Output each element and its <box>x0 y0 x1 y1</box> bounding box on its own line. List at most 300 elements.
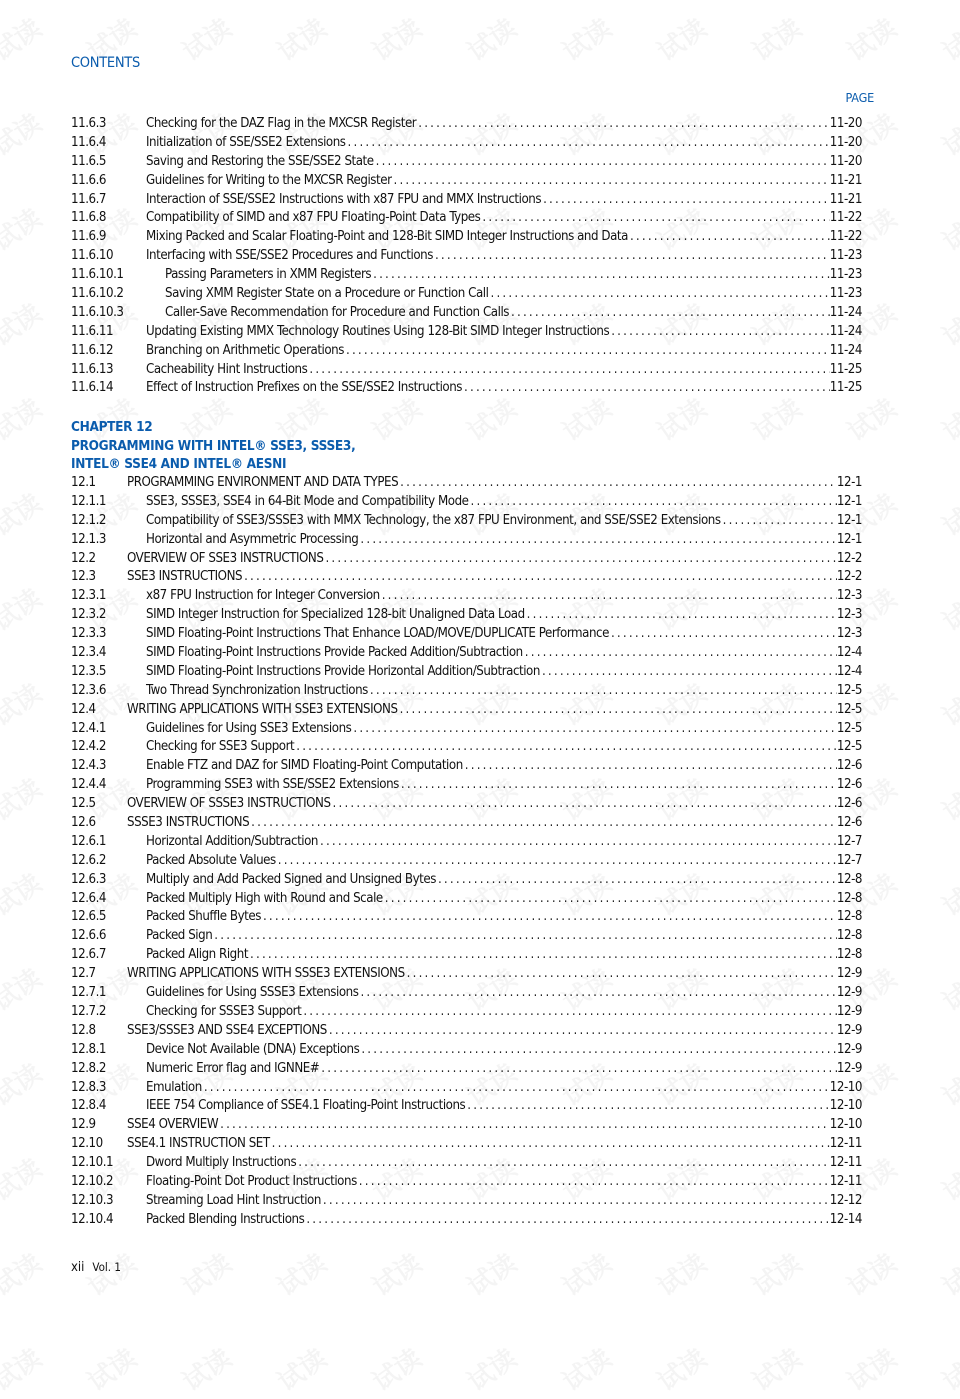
toc-entry[interactable] <box>71 1060 862 1079</box>
dot-leader <box>319 1060 837 1079</box>
toc-entry[interactable] <box>71 361 862 380</box>
toc-entry-number: 11.6.10.2 <box>71 286 124 302</box>
toc-entry-title[interactable]: Numeric Error flag and IGNNE# <box>146 1060 320 1076</box>
toc-entry[interactable] <box>71 682 862 701</box>
watermark-text <box>364 1338 428 1398</box>
watermark-text <box>0 293 48 353</box>
toc-entry[interactable] <box>71 1135 862 1154</box>
watermark-text <box>364 8 428 68</box>
toc-entry-page[interactable]: 12-8 <box>836 947 862 963</box>
watermark-text <box>934 388 960 448</box>
toc-entry-number: 12.3.5 <box>71 663 107 679</box>
toc-entry[interactable] <box>71 531 862 550</box>
toc-entry[interactable] <box>71 871 862 890</box>
dot-leader <box>540 663 837 682</box>
watermark-text <box>934 293 960 353</box>
toc-entry-number: 12.1.2 <box>71 512 107 528</box>
dot-leader <box>359 1041 837 1060</box>
toc-entry-title[interactable]: Packed Align Right <box>146 947 249 963</box>
toc-entry-title[interactable]: Interaction of SSE/SSE2 Instructions with x87 FPU and MMX Instructions <box>146 191 542 207</box>
toc-entry-title[interactable]: OVERVIEW OF SSE3 INSTRUCTIONS <box>127 550 324 566</box>
toc-entry[interactable] <box>71 228 862 247</box>
dot-leader <box>509 304 830 323</box>
watermark-text <box>744 8 808 68</box>
toc-entry-page[interactable]: 11-20 <box>829 116 862 131</box>
toc-entry-number: 12.10.3 <box>71 1192 114 1208</box>
watermark-text <box>934 768 960 828</box>
toc-entry-page[interactable]: 11-21 <box>829 191 862 207</box>
toc-entry[interactable] <box>71 172 862 191</box>
toc-entry-number: 12.4.1 <box>71 720 107 736</box>
toc-entry-title[interactable]: Checking for SSSE3 Support <box>146 1003 302 1019</box>
toc-entry-title[interactable]: IEEE 754 Compliance of SSE4.1 Floating-Point Instructions <box>146 1098 466 1114</box>
watermark-text <box>839 1338 903 1398</box>
toc-entry[interactable] <box>71 663 862 682</box>
dot-leader <box>218 1116 830 1135</box>
toc-entry-number: 12.10.4 <box>71 1211 114 1227</box>
toc-entry[interactable] <box>71 1022 862 1041</box>
watermark-text <box>934 483 960 543</box>
toc-entry-title[interactable]: Packed Shuffle Bytes <box>146 909 261 925</box>
toc-entry-title[interactable]: Programming SSE3 with SSE/SSE2 Extensions <box>146 777 399 793</box>
toc-entry-title[interactable]: OVERVIEW OF SSSE3 INSTRUCTIONS <box>127 796 331 812</box>
toc-entry-page[interactable]: 11-23 <box>829 267 862 283</box>
toc-entry-title[interactable]: Horizontal and Asymmetric Processing <box>146 531 359 547</box>
toc-entry[interactable] <box>71 191 862 210</box>
toc-entry-page[interactable]: 12-10 <box>829 1079 862 1095</box>
toc-entry-number: 11.6.14 <box>71 380 114 396</box>
toc-entry-title[interactable]: SSE3, SSSE3, SSE4 in 64-Bit Mode and Compatibility Mode <box>146 493 469 509</box>
watermark-text <box>934 103 960 163</box>
toc-entry-number: 11.6.7 <box>71 191 107 207</box>
toc-entry-title[interactable]: Compatibility of SIMD and x87 FPU Floating-Point Data Types <box>146 210 481 226</box>
toc-entry-number: 11.6.11 <box>71 323 114 339</box>
toc-entry-title[interactable]: WRITING APPLICATIONS WITH SSSE3 EXTENSIONS <box>127 966 405 982</box>
toc-entry-page[interactable]: 12-5 <box>836 701 862 717</box>
toc-entry-number: 12.8.4 <box>71 1098 107 1114</box>
watermark-text <box>0 768 48 828</box>
toc-entry-page[interactable]: 12-5 <box>836 682 862 698</box>
toc-section-chapter-11 <box>71 115 862 398</box>
toc-entry[interactable] <box>71 776 862 795</box>
toc-entry[interactable] <box>71 757 862 776</box>
dot-leader <box>358 531 836 550</box>
toc-entry-number: 12.6.1 <box>71 833 107 849</box>
toc-entry-title[interactable]: Dword Multiply Instructions <box>146 1155 297 1171</box>
toc-entry[interactable] <box>71 814 862 833</box>
watermark-text <box>0 1148 48 1208</box>
watermark-text <box>0 388 48 448</box>
toc-entry[interactable] <box>71 795 862 814</box>
toc-entry-page[interactable]: 12-14 <box>829 1211 862 1227</box>
toc-entry-title[interactable]: x87 FPU Instruction for Integer Conversion <box>146 588 380 604</box>
watermark-text <box>649 1338 713 1398</box>
dot-leader <box>261 908 837 927</box>
toc-entry[interactable] <box>71 247 862 266</box>
toc-entry[interactable] <box>71 568 862 587</box>
watermark-text <box>0 578 48 638</box>
toc-entry-title[interactable]: Guidelines for Writing to the MXCSR Register <box>146 172 392 188</box>
toc-entry[interactable] <box>71 852 862 871</box>
toc-entry-number: 12.8.2 <box>71 1060 107 1076</box>
watermark-text <box>0 1053 48 1113</box>
toc-entry-title[interactable]: Updating Existing MMX Technology Routines Using 128-Bit SIMD Integer Instructions <box>146 323 610 339</box>
watermark-text <box>0 1243 48 1303</box>
toc-entry-title[interactable]: Cacheability Hint Instructions <box>146 361 308 377</box>
page-title: CONTENTS <box>71 55 140 71</box>
footer-page-number: xii <box>71 1260 85 1275</box>
toc-entry[interactable] <box>71 644 862 663</box>
toc-entry[interactable] <box>71 474 862 493</box>
dot-leader <box>374 153 830 172</box>
toc-entry-page[interactable]: 11-21 <box>829 172 862 188</box>
watermark-text <box>934 198 960 258</box>
watermark-text <box>839 1243 903 1303</box>
toc-entry-number: 12.7.2 <box>71 1003 107 1019</box>
toc-entry-page[interactable]: 12-3 <box>836 588 862 604</box>
toc-entry-title[interactable]: Multiply and Add Packed Signed and Unsigned Bytes <box>146 871 436 887</box>
toc-entry-page[interactable]: 12-11 <box>829 1136 862 1152</box>
toc-entry-title[interactable]: PROGRAMMING ENVIRONMENT AND DATA TYPES <box>127 475 399 490</box>
dot-leader <box>480 209 829 228</box>
toc-entry[interactable] <box>71 908 862 927</box>
toc-entry-title[interactable]: Compatibility of SSE3/SSSE3 with MMX Technology, the x87 FPU Environment, and SSE/SSE2 Extensions <box>146 512 721 528</box>
toc-entry-title[interactable]: SIMD Floating-Point Instructions Provide Packed Addition/Subtraction <box>146 645 523 661</box>
toc-entry-number: 12.10.2 <box>71 1173 114 1189</box>
dot-leader <box>383 890 837 909</box>
toc-entry-title[interactable]: Floating-Point Dot Product Instructions <box>146 1173 357 1189</box>
chapter-title-line-2[interactable]: INTEL® SSE4 AND INTEL® AESNI <box>71 456 287 472</box>
dot-leader <box>212 927 837 946</box>
watermark-text <box>0 958 48 1018</box>
toc-entry[interactable] <box>71 1003 862 1022</box>
toc-entry-page[interactable]: 11-22 <box>829 229 862 245</box>
toc-entry-title[interactable]: Mixing Packed and Scalar Floating-Point and 128-Bit SIMD Integer Instructions and Data <box>146 229 628 245</box>
dot-leader <box>416 115 830 134</box>
toc-entry[interactable] <box>71 1192 862 1211</box>
toc-entry-title[interactable]: SIMD Floating-Point Instructions That Enhance LOAD/MOVE/DUPLICATE Performance <box>146 626 609 642</box>
toc-entry-page[interactable]: 12-3 <box>836 626 862 642</box>
toc-entry[interactable] <box>71 304 862 323</box>
watermark-text <box>79 1338 143 1398</box>
toc-entry-page[interactable]: 12-2 <box>836 569 862 585</box>
toc-entry-title[interactable]: Packed Sign <box>146 928 213 944</box>
toc-entry-page[interactable]: 12-4 <box>836 645 862 661</box>
toc-entry-number: 12.6.4 <box>71 890 107 906</box>
watermark-text <box>649 8 713 68</box>
watermark-text <box>554 8 618 68</box>
toc-entry-page[interactable]: 12-7 <box>836 833 862 849</box>
toc-entry[interactable] <box>71 625 862 644</box>
dot-leader <box>321 1192 830 1211</box>
toc-entry[interactable] <box>71 833 862 852</box>
toc-entry-page[interactable]: 12-10 <box>829 1098 862 1114</box>
toc-entry-number: 12.6.5 <box>71 909 107 925</box>
dot-leader <box>346 134 830 153</box>
watermark-text <box>0 483 48 543</box>
toc-entry-page[interactable]: 12-8 <box>836 871 862 887</box>
toc-entry[interactable] <box>71 701 862 720</box>
watermark-text <box>0 1338 48 1398</box>
toc-entry[interactable] <box>71 550 862 569</box>
toc-entry-page[interactable]: 11-24 <box>829 342 862 358</box>
watermark-text <box>459 1243 523 1303</box>
toc-entry-number: 11.6.10 <box>71 248 114 264</box>
toc-entry[interactable] <box>71 1079 862 1098</box>
toc-entry-page[interactable]: 12-1 <box>836 512 862 528</box>
toc-entry-page[interactable]: 11-25 <box>829 380 862 396</box>
dot-leader <box>398 701 837 720</box>
chapter-title-line-1[interactable]: PROGRAMMING WITH INTEL® SSE3, SSSE3, <box>71 437 356 454</box>
dot-leader <box>628 228 830 247</box>
dot-leader <box>380 587 837 606</box>
toc-entry[interactable] <box>71 1097 862 1116</box>
toc-entry[interactable] <box>71 285 862 304</box>
dot-leader <box>392 172 830 191</box>
toc-entry[interactable] <box>71 1211 862 1230</box>
toc-entry[interactable] <box>71 209 862 228</box>
dot-leader <box>327 1022 837 1041</box>
watermark-text <box>0 863 48 923</box>
toc-entry-page[interactable]: 12-8 <box>836 928 862 944</box>
toc-entry[interactable] <box>71 1154 862 1173</box>
toc-entry-number: 12.10.1 <box>71 1155 114 1171</box>
toc-entry-page[interactable]: 12-12 <box>829 1192 862 1208</box>
watermark-text <box>174 1338 238 1398</box>
toc-entry-page[interactable]: 12-1 <box>836 531 862 547</box>
toc-entry[interactable] <box>71 946 862 965</box>
toc-entry-number: 12.2 <box>71 550 96 566</box>
toc-entry-number: 12.4 <box>71 701 96 717</box>
watermark-text <box>174 8 238 68</box>
toc-entry[interactable] <box>71 738 862 757</box>
toc-entry-page[interactable]: 12-6 <box>836 815 862 831</box>
toc-entry-title[interactable]: Initialization of SSE/SSE2 Extensions <box>146 134 346 150</box>
dot-leader <box>344 342 830 361</box>
toc-entry-number: 11.6.5 <box>71 153 107 169</box>
toc-entry[interactable] <box>71 493 862 512</box>
watermark-text <box>649 1243 713 1303</box>
dot-leader <box>301 1003 837 1022</box>
toc-entry-page[interactable]: 11-24 <box>829 323 862 339</box>
toc-entry[interactable] <box>71 606 862 625</box>
toc-entry-title[interactable]: Branching on Arithmetic Operations <box>146 342 344 358</box>
watermark-text <box>0 8 48 68</box>
toc-entry-title[interactable]: SIMD Floating-Point Instructions Provide Horizontal Addition/Subtraction <box>146 663 540 679</box>
dot-leader <box>433 247 830 266</box>
toc-entry-page[interactable]: 12-11 <box>829 1173 862 1189</box>
watermark-text <box>934 578 960 638</box>
dot-leader <box>609 625 837 644</box>
toc-entry-title[interactable]: Checking for the DAZ Flag in the MXCSR Register <box>146 116 417 131</box>
dot-leader <box>721 512 837 531</box>
toc-entry-number: 11.6.10.1 <box>71 267 124 283</box>
toc-entry-page[interactable]: 12-10 <box>829 1117 862 1133</box>
toc-entry-number: 12.4.2 <box>71 739 107 755</box>
toc-entry-title[interactable]: Guidelines for Using SSE3 Extensions <box>146 720 352 736</box>
toc-entry-title[interactable]: Saving XMM Register State on a Procedure or Function Call <box>165 286 489 302</box>
toc-entry-number: 11.6.3 <box>71 116 107 131</box>
toc-entry-title[interactable]: Interfacing with SSE/SSE2 Procedures and Functions <box>146 248 433 264</box>
dot-leader <box>242 568 837 587</box>
toc-entry-title[interactable]: Horizontal Addition/Subtraction <box>146 833 318 849</box>
dot-leader <box>249 814 837 833</box>
toc-entry-page[interactable]: 12-5 <box>836 739 862 755</box>
toc-entry-number: 12.7 <box>71 966 96 982</box>
dot-leader <box>357 1173 830 1192</box>
toc-entry-page[interactable]: 12-8 <box>836 909 862 925</box>
toc-entry-title[interactable]: Caller-Save Recommendation for Procedure and Function Calls <box>165 304 510 320</box>
dot-leader <box>358 984 836 1003</box>
dot-leader <box>465 1097 829 1116</box>
dot-leader <box>463 757 837 776</box>
watermark-text <box>174 1243 238 1303</box>
toc-entry[interactable] <box>71 512 862 531</box>
dot-leader <box>248 946 837 965</box>
toc-entry-page[interactable]: 11-22 <box>829 210 862 226</box>
toc-entry-title[interactable]: Device Not Available (DNA) Exceptions <box>146 1041 360 1057</box>
toc-entry-title[interactable]: Emulation <box>146 1079 202 1095</box>
toc-entry-page[interactable]: 11-23 <box>829 248 862 264</box>
toc-entry-page[interactable]: 12-5 <box>836 720 862 736</box>
dot-leader <box>294 738 837 757</box>
dot-leader <box>296 1154 830 1173</box>
watermark-text <box>744 1338 808 1398</box>
toc-entry-page[interactable]: 12-3 <box>836 607 862 623</box>
dot-leader <box>469 493 837 512</box>
toc-entry[interactable] <box>71 965 862 984</box>
toc-entry-title[interactable]: SSSE3 INSTRUCTIONS <box>127 815 250 831</box>
dot-leader <box>523 644 837 663</box>
page-footer <box>71 1260 121 1275</box>
watermark-text <box>364 1243 428 1303</box>
dot-leader <box>368 682 837 701</box>
toc-entry-number: 12.9 <box>71 1117 96 1133</box>
toc-entry[interactable] <box>71 927 862 946</box>
toc-entry-page[interactable]: 12-9 <box>836 1041 862 1057</box>
toc-entry-number: 12.1.1 <box>71 493 107 509</box>
toc-entry-number: 12.6.6 <box>71 928 107 944</box>
watermark-text <box>269 1338 333 1398</box>
toc-entry-title[interactable]: Packed Absolute Values <box>146 852 276 868</box>
toc-entry-page[interactable]: 12-1 <box>836 475 862 490</box>
toc-entry-page[interactable]: 12-9 <box>836 966 862 982</box>
toc-entry-title[interactable]: Streaming Load Hint Instruction <box>146 1192 321 1208</box>
toc-entry-title[interactable]: WRITING APPLICATIONS WITH SSE3 EXTENSIONS <box>127 701 398 717</box>
toc-entry[interactable] <box>71 720 862 739</box>
toc-entry-title[interactable]: Passing Parameters in XMM Registers <box>165 267 372 283</box>
watermark-text <box>934 673 960 733</box>
toc-entry-number: 11.6.13 <box>71 361 114 377</box>
dot-leader <box>399 776 837 795</box>
watermark-text <box>554 1243 618 1303</box>
toc-entry[interactable] <box>71 153 862 172</box>
toc-entry[interactable] <box>71 1173 862 1192</box>
dot-leader <box>436 871 837 890</box>
watermark-text <box>459 1338 523 1398</box>
toc-entry-title[interactable]: SSE4.1 INSTRUCTION SET <box>127 1136 270 1152</box>
toc-entry-page[interactable]: 11-20 <box>829 153 862 169</box>
dot-leader <box>398 474 837 493</box>
toc-section-chapter-12 <box>71 474 862 1230</box>
toc-entry-number: 11.6.8 <box>71 210 107 226</box>
toc-entry-page[interactable]: 12-2 <box>836 550 862 566</box>
toc-entry-title[interactable]: Packed Blending Instructions <box>146 1211 305 1227</box>
watermark-text <box>459 8 523 68</box>
toc-entry-title[interactable]: Enable FTZ and DAZ for SIMD Floating-Point Computation <box>146 758 463 774</box>
toc-entry-number: 12.7.1 <box>71 985 107 1001</box>
toc-entry-number: 12.3 <box>71 569 96 585</box>
toc-entry-page[interactable]: 12-9 <box>836 1060 862 1076</box>
toc-entry-number: 12.3.2 <box>71 607 107 623</box>
toc-entry-number: 12.8.3 <box>71 1079 107 1095</box>
toc-entry-page[interactable]: 12-6 <box>836 777 862 793</box>
toc-entry[interactable] <box>71 984 862 1003</box>
toc-entry-page[interactable]: 12-7 <box>836 852 862 868</box>
toc-entry-page[interactable]: 11-25 <box>829 361 862 377</box>
dot-leader <box>276 852 837 871</box>
toc-entry-page[interactable]: 11-20 <box>829 134 862 150</box>
toc-entry-page[interactable]: 12-4 <box>836 663 862 679</box>
watermark-text <box>554 1338 618 1398</box>
toc-entry[interactable] <box>71 1116 862 1135</box>
toc-entry[interactable] <box>71 379 862 398</box>
toc-entry-title[interactable]: Saving and Restoring the SSE/SSE2 State <box>146 153 374 169</box>
toc-entry-page[interactable]: 12-6 <box>836 796 862 812</box>
toc-entry-title[interactable]: Two Thread Synchronization Instructions <box>146 682 368 698</box>
toc-entry-title[interactable]: Packed Multiply High with Round and Scale <box>146 890 383 906</box>
toc-entry-page[interactable]: 12-11 <box>829 1155 862 1171</box>
toc-entry-page[interactable]: 12-9 <box>836 1003 862 1019</box>
toc-entry-page[interactable]: 11-23 <box>829 286 862 302</box>
chapter-number[interactable]: CHAPTER 12 <box>71 419 153 435</box>
toc-entry[interactable] <box>71 890 862 909</box>
toc-entry[interactable] <box>71 266 862 285</box>
page-column-label: PAGE <box>845 90 874 105</box>
toc-entry-title[interactable]: SIMD Integer Instruction for Specialized 128-bit Unaligned Data Load <box>146 607 525 623</box>
watermark-text <box>0 673 48 733</box>
toc-entry-title[interactable]: Effect of Instruction Prefixes on the SSE/SSE2 Instructions <box>146 380 463 396</box>
toc-entry-page[interactable]: 12-9 <box>836 985 862 1001</box>
toc-entry-page[interactable]: 12-1 <box>836 493 862 509</box>
watermark-text <box>0 103 48 163</box>
toc-entry-number: 12.5 <box>71 796 96 812</box>
toc-entry-page[interactable]: 11-24 <box>829 304 862 320</box>
toc-entry[interactable] <box>71 134 862 153</box>
toc-entry-number: 12.4.3 <box>71 758 107 774</box>
toc-entry-number: 12.3.6 <box>71 682 107 698</box>
toc-entry-title[interactable]: SSE4 OVERVIEW <box>127 1117 219 1133</box>
toc-entry-number: 12.3.1 <box>71 588 107 604</box>
watermark-text <box>269 8 333 68</box>
toc-entry[interactable] <box>71 323 862 342</box>
toc-entry-number: 12.6.7 <box>71 947 107 963</box>
toc-entry-title[interactable]: SSE3 INSTRUCTIONS <box>127 569 243 585</box>
toc-entry-page[interactable]: 12-9 <box>836 1022 862 1038</box>
toc-entry[interactable] <box>71 1041 862 1060</box>
toc-entry[interactable] <box>71 115 862 134</box>
dot-leader <box>323 550 836 569</box>
toc-entry[interactable] <box>71 587 862 606</box>
toc-entry[interactable] <box>71 342 862 361</box>
toc-entry-page[interactable]: 12-8 <box>836 890 862 906</box>
toc-entry-title[interactable]: Checking for SSE3 Support <box>146 739 295 755</box>
toc-entry-title[interactable]: Guidelines for Using SSSE3 Extensions <box>146 985 359 1001</box>
toc-entry-page[interactable]: 12-6 <box>836 758 862 774</box>
chapter-heading <box>71 418 355 474</box>
toc-entry-title[interactable]: SSE3/SSSE3 AND SSE4 EXCEPTIONS <box>127 1022 327 1038</box>
toc-entry-number: 12.6.3 <box>71 871 107 887</box>
